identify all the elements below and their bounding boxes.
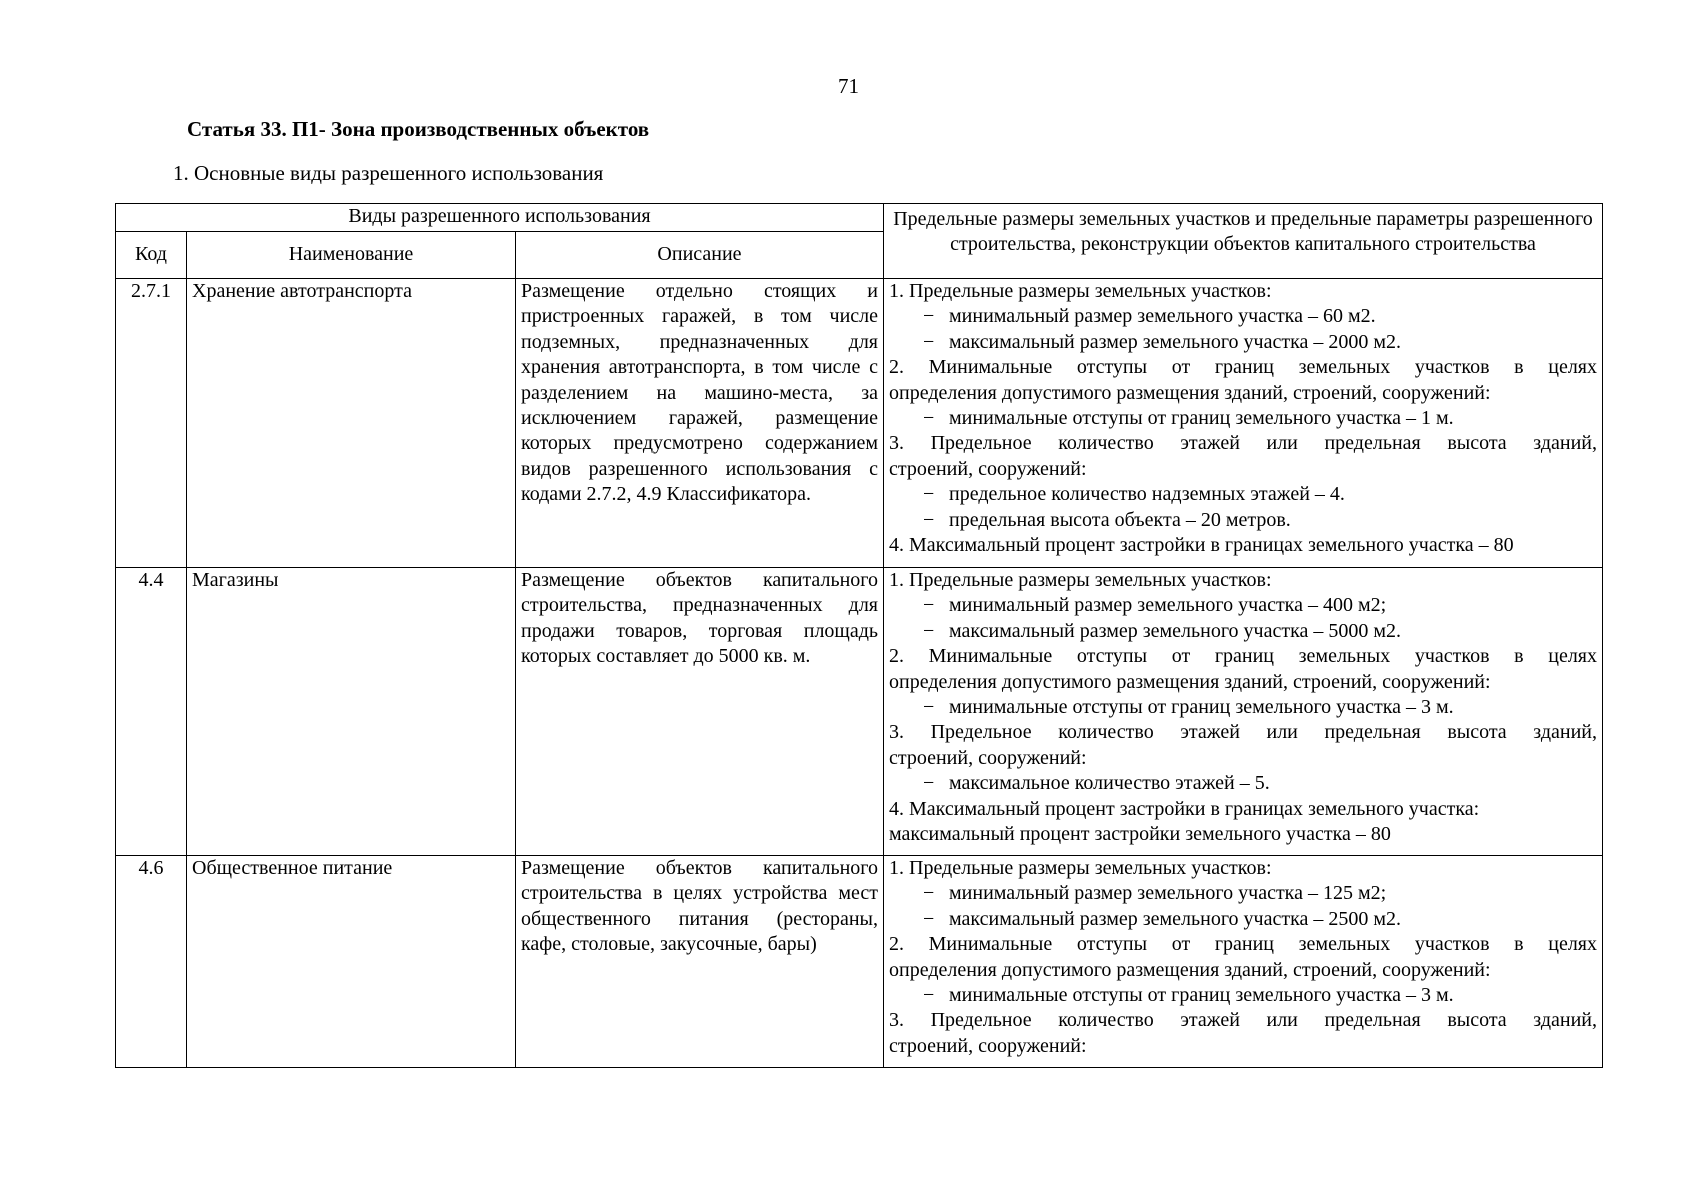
param-p2: 2. Минимальные отступы от границ земельных участков в целях	[889, 356, 1597, 379]
param-bullet	[889, 508, 1597, 533]
param-p2-cont: определения допустимого размещения зданий, строений, сооружений:	[889, 958, 1491, 981]
header-description: Описание	[516, 232, 884, 279]
dash-icon: −	[923, 594, 935, 617]
row-params	[884, 856, 1603, 1068]
row-name: Магазины	[187, 568, 516, 856]
row-code: 2.7.1	[116, 279, 187, 568]
param-bullet	[889, 304, 1597, 329]
param-p2-cont: определения допустимого размещения зданий, строений, сооружений:	[889, 381, 1491, 404]
param-p3: 3. Предельное количество этажей или предельная высота зданий,	[889, 432, 1597, 455]
table-row	[116, 856, 1603, 1068]
page-number: 71	[838, 74, 859, 98]
dash-icon: −	[923, 407, 935, 430]
param-bullet	[889, 983, 1597, 1008]
param-bullet	[889, 593, 1597, 618]
row-name: Хранение автотранспорта	[187, 279, 516, 568]
param-text: минимальные отступы от границ земельного участка – 1 м.	[949, 407, 1454, 430]
header-group: Виды разрешенного использования	[116, 204, 884, 232]
table-row	[116, 279, 1603, 568]
param-text: максимальное количество этажей – 5.	[949, 772, 1270, 795]
header-params: Предельные размеры земельных участков и предельные параметры разрешенного строительства, реконструкции объектов капитального строительства	[884, 204, 1603, 279]
param-text: минимальный размер земельного участка – 125 м2;	[949, 882, 1387, 905]
dash-icon: −	[923, 984, 935, 1007]
dash-icon: −	[923, 483, 935, 506]
table-row	[116, 568, 1603, 856]
param-p2: 2. Минимальные отступы от границ земельных участков в целях	[889, 645, 1597, 668]
row-code: 4.4	[116, 568, 187, 856]
param-p2-cont: определения допустимого размещения зданий, строений, сооружений:	[889, 670, 1491, 693]
param-bullet	[889, 406, 1597, 431]
param-p3: 3. Предельное количество этажей или предельная высота зданий,	[889, 721, 1597, 744]
dash-icon: −	[923, 696, 935, 719]
dash-icon: −	[923, 508, 935, 531]
row-name: Общественное питание	[187, 856, 516, 1068]
row-description: Размещение объектов капитального строительства, предназначенных для продажи товаров, торговая площадь которых составляет до 5000 кв. м.	[516, 568, 884, 856]
dash-icon: −	[923, 619, 935, 642]
param-bullet	[889, 907, 1597, 932]
dash-icon: −	[923, 907, 935, 930]
table-header-row	[116, 204, 1603, 232]
param-text: максимальный размер земельного участка – 2000 м2.	[949, 330, 1402, 353]
param-text: максимальный размер земельного участка – 2500 м2.	[949, 907, 1402, 930]
param-text: минимальные отступы от границ земельного участка – 3 м.	[949, 696, 1454, 719]
param-p3-cont: строений, сооружений:	[889, 1034, 1087, 1057]
row-description: Размещение объектов капитального строительства в целях устройства мест общественного питания (рестораны, кафе, столовые, закусочные, бары)	[516, 856, 884, 1068]
param-p1: 1. Предельные размеры земельных участков:	[889, 857, 1272, 879]
row-code: 4.6	[116, 856, 187, 1068]
param-bullet	[889, 695, 1597, 720]
dash-icon: −	[923, 882, 935, 905]
row-description: Размещение отдельно стоящих и пристроенных гаражей, в том числе подземных, предназначенных для хранения автотранспорта, в том числе с разделением на машино-места, за исключением гаражей, размещение которых предусмотрено содержанием видов разрешенного использования с кодами 2.7.2, 4.9 Классификатора.	[516, 279, 884, 568]
section-title: 1. Основные виды разрешенного использования	[173, 161, 604, 185]
param-text: предельное количество надземных этажей – 4.	[949, 483, 1345, 506]
dash-icon: −	[923, 772, 935, 795]
param-p4: 4. Максимальный процент застройки в границах земельного участка:	[889, 797, 1480, 820]
param-p3: 3. Предельное количество этажей или предельная высота зданий,	[889, 1009, 1597, 1032]
header-name: Наименование	[187, 232, 516, 279]
param-bullet	[889, 619, 1597, 644]
param-bullet	[889, 771, 1597, 796]
param-p3-cont: строений, сооружений:	[889, 457, 1087, 480]
param-p4-cont: максимальный процент застройки земельного участка – 80	[889, 823, 1391, 846]
land-use-table	[115, 203, 1603, 1068]
row-params	[884, 279, 1603, 568]
param-text: предельная высота объекта – 20 метров.	[949, 508, 1291, 531]
row-params	[884, 568, 1603, 856]
param-bullet	[889, 330, 1597, 355]
param-p4: 4. Максимальный процент застройки в границах земельного участка – 80	[889, 534, 1514, 557]
article-title: Статья 33. П1- Зона производственных объектов	[187, 117, 650, 141]
param-text: минимальный размер земельного участка – 60 м2.	[949, 305, 1376, 328]
param-p2: 2. Минимальные отступы от границ земельных участков в целях	[889, 933, 1597, 956]
param-p3-cont: строений, сооружений:	[889, 746, 1087, 769]
param-text: максимальный размер земельного участка – 5000 м2.	[949, 619, 1402, 642]
param-bullet	[889, 881, 1597, 906]
param-p1: 1. Предельные размеры земельных участков:	[889, 569, 1272, 591]
dash-icon: −	[923, 305, 935, 328]
param-bullet	[889, 482, 1597, 507]
param-p1: 1. Предельные размеры земельных участков:	[889, 280, 1272, 302]
header-code: Код	[116, 232, 187, 279]
param-text: минимальные отступы от границ земельного участка – 3 м.	[949, 984, 1454, 1007]
param-text: минимальный размер земельного участка – 400 м2;	[949, 594, 1387, 617]
dash-icon: −	[923, 330, 935, 353]
